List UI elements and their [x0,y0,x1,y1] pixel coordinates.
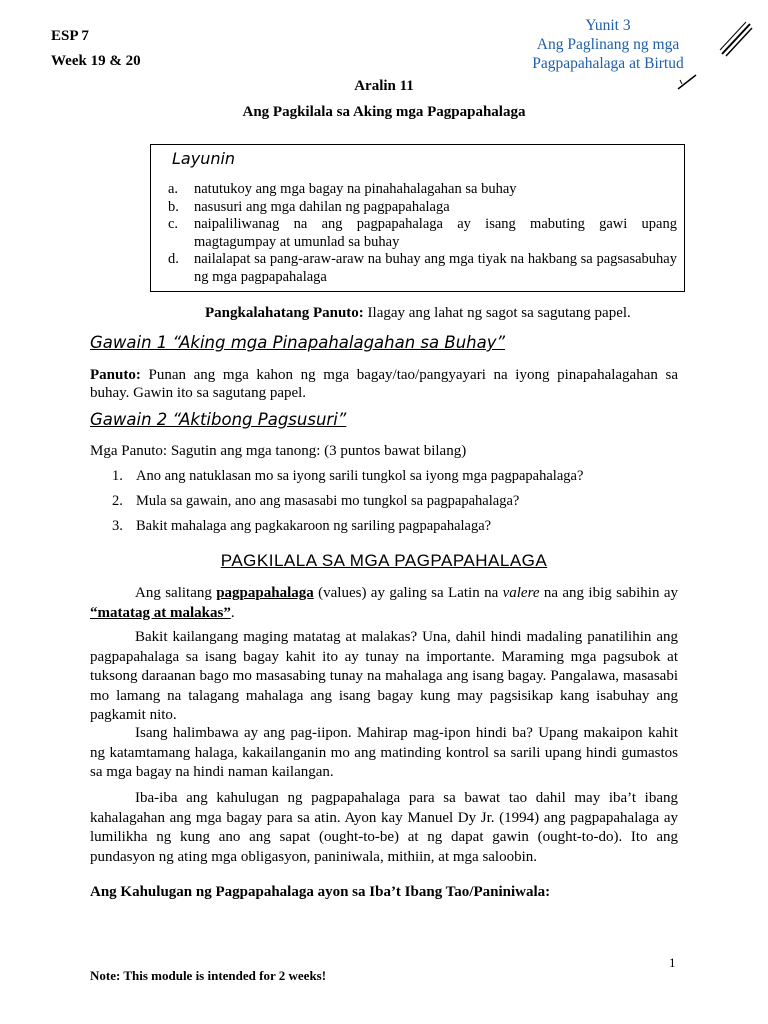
activity1-title: Gawain 1 “Aking mga Pinapahalagahan sa Buhay” [90,333,506,352]
activity1-instruction-text: Punan ang mga kahon ng mga bagay/tao/pangyayari na iyong pinapahalagahan sa buhay. Gawin ito sa sagutang papel. [90,367,678,401]
objective-marker: a. [168,181,179,197]
question-marker: 3. [112,518,123,534]
activity2-title: Gawain 2 “Aktibong Pagsusuri” [90,410,347,429]
paragraph-definition [90,584,678,623]
objective-marker: c. [168,216,179,232]
paragraph-example: Isang halimbawa ay ang pag-iipon. Mahirap mag-ipon hindi ba? Upang makaipon kahit ng katamtamang halaga, kakailanganin mo ang matinding kontrol sa sarili upang hindi gumastos sa mga bagay na hindi naman kailangan. [90,725,678,780]
page-number: 1 [669,955,676,970]
unit-heading [508,16,708,73]
objective-text: nasusuri ang mga dahilan ng pagpapahalaga [194,198,450,215]
question-item [112,518,678,543]
objective-item [166,181,677,199]
unit-title-line2: Pagpapahalaga at Birtud [532,55,684,72]
question-text: Ano ang natuklasan mo sa iyong sarili tungkol sa iyong mga pagpapahalaga? [136,468,584,484]
activity1-instruction-label: Panuto: [90,367,141,383]
objective-marker: b. [168,198,179,215]
objectives-heading: Layunin [172,149,236,168]
meaning-heading: Ang Kahulugan ng Pagpapahalaga ayon sa Iba’t Ibang Tao/Paniniwala: [90,884,551,900]
question-item [112,468,678,493]
lesson-number: Aralin 11 [354,78,414,94]
question-text: Bakit mahalaga ang pagkakaroon ng sariling pagpapahalaga? [136,518,492,534]
objective-text: nailalapat sa pang-araw-araw na buhay ang mga tiyak na hakbang sa pagsasabuhay ng mga pagpapahalaga [194,251,677,285]
section-title: PAGKILALA SA MGA PAGPAPAHALAGA [220,551,548,570]
p1-part-b: (values) ay galing sa Latin na [313,585,503,601]
p1-part-d: . [230,604,235,621]
p1-part-a: Ang salitang [135,585,217,601]
objective-text: natutukoy ang mga bagay na pinahahalagahan sa buhay [194,181,517,197]
general-instruction-label: Pangkalahatang Panuto: [205,305,364,321]
question-marker: 1. [112,468,123,484]
objective-text: naipaliliwanag na ang pagpapahalaga ay isang mabuting gawi upang magtagumpay at umunlad sa buhay [194,216,677,250]
week-label: Week 19 & 20 [51,53,141,69]
question-text: Mula sa gawain, ano ang masasabi mo tungkol sa pagpapahalaga? [136,493,520,509]
lesson-title: Ang Pagkilala sa Aking mga Pagpapahalaga [242,104,526,120]
objective-item [166,216,677,251]
subject-label: ESP 7 [51,28,89,44]
general-instruction-text: Ilagay ang lahat ng sagot sa sagutang papel. [363,305,631,321]
pen-stroke-icon [718,18,754,58]
footer-note: Note: This module is intended for 2 weeks! [90,968,327,983]
question-item [112,493,678,518]
question-marker: 2. [112,493,123,509]
unit-title-line1: Ang Paglinang ng mga [536,36,680,53]
paragraph-meaning: Iba-iba ang kahulugan ng pagpapahalaga para sa bawat tao dahil may iba’t ibang kahalagahan ang mga bagay para sa atin. Ayon kay Manuel Dy Jr. (1994) ang pagpapahalaga ay lumilikha ng kung ano ang sapat (ought-to-be) at ng dapat gawin (ought-to-do). Ito ang pundasyon ng ating mga obligasyon, paniniwala, mithiin, at mga saloobin. [90,790,678,865]
latin-word: valere [502,585,540,601]
activity2-questions [112,468,678,543]
meaning-quote: “matatag at malakas” [90,604,231,621]
activity2-instruction: Mga Panuto: Sagutin ang mga tanong: (3 puntos bawat bilang) [90,443,467,459]
paragraph-why-strong: Bakit kailangang maging matatag at malakas? Una, dahil hindi madaling panatilihin ang pagpapahalaga sa isang bagay kahit ito ay tunay na importante. Maraming mga pagsubok at tuksong daraanan bago mo masasabing tunay na mahalaga ang isang bagay. Pangalawa, masasabi mo lamang na talagang mahalaga ang isang bagay kung may pagsisikap kang isabuhay ang pagkamit nito. [90,629,678,723]
objective-item [166,199,677,217]
activity1-instruction [90,366,678,402]
objectives-list [166,181,677,286]
p1-part-c: na ang ibig sabihin ay [539,585,678,601]
general-instruction [205,305,631,322]
unit-label: Yunit 3 [585,17,631,34]
objective-item [166,251,677,286]
objective-marker: d. [168,251,179,267]
term-pagpapahalaga: pagpapahalaga [216,585,314,601]
